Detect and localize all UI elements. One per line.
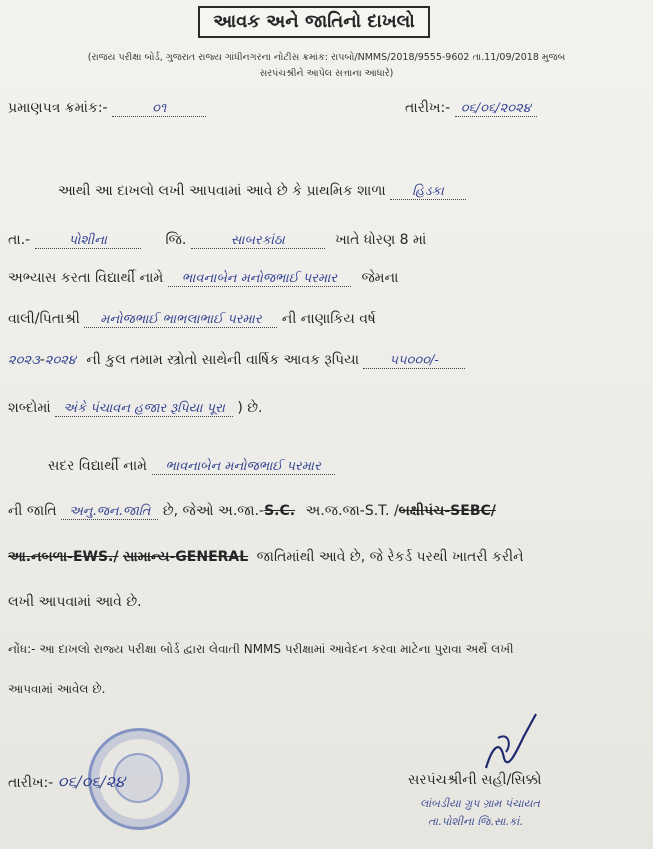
signature-scribble	[478, 708, 544, 780]
caste-mid: છે, જેઓ અ.જા.-	[162, 503, 265, 519]
caste-label: ની જાતિ	[8, 503, 57, 519]
para1-line3	[8, 270, 398, 286]
cert-no-label: પ્રમાણપત્ર ક્રમાંક:-	[8, 100, 108, 116]
stamp-location: તા.પોશીના જિ.સા.કાં.	[428, 815, 523, 828]
para2-line4	[8, 594, 142, 610]
footer-date-value: ૦૬/૦૬/૨૪	[57, 772, 125, 791]
income-words: અંકે પંચાવન હજાર રૂપિયા પૂરા	[55, 401, 233, 417]
line8-text: લખી આપવામાં આવે છે.	[8, 594, 142, 610]
para2-line2	[8, 503, 496, 519]
para2-line3	[8, 549, 524, 565]
sebc-option: બક્ષીપંચ-SEBC/	[398, 503, 496, 519]
note-line1: નોંધ:- આ દાખલો રાજ્ય પરીક્ષા બોર્ડ દ્વારા લેવાતી NMMS પરીક્ષામાં આવેદન કરવા માટેના પુરાવા અર્થે લખી	[8, 642, 514, 656]
year-to: ૨૦૨૪	[44, 353, 76, 368]
document-title: આવક અને જાતિનો દાખલો	[198, 6, 430, 38]
ews-option: આ.નબળા-EWS./	[8, 549, 119, 565]
date-value: ૦૬/૦૬/૨૦૨૪	[455, 101, 537, 117]
year-from: ૨૦૨૩	[8, 353, 40, 368]
student-name: ભાવનાબેન મનોજભાઈ પરમાર	[168, 271, 351, 287]
para1-line2	[8, 232, 426, 248]
subtitle-authority: સરપંચશ્રીને આપેલ સત્તાના આધારે)	[259, 68, 394, 79]
school-name: હિડકા	[390, 184, 466, 200]
fy-text: ની નાણાકિય વર્ષ	[281, 311, 376, 327]
para2-line1	[48, 458, 335, 474]
words-end: ) છે.	[237, 400, 263, 416]
certificate-date-row	[405, 100, 537, 116]
footer-date-row	[8, 772, 125, 792]
note-line2: આપવામાં આવેલ છે.	[8, 682, 106, 696]
whose-text: જેમના	[361, 270, 399, 286]
signatory-label: સરપંચશ્રીની સહી/સિક્કો	[408, 772, 542, 788]
date-label: તારીખ:-	[405, 100, 451, 116]
study-text: અભ્યાસ કરતા વિદ્યાર્થી નામે	[8, 270, 164, 286]
caste-value: અનુ.જન.જાતિ	[61, 504, 158, 520]
para2-text: સદર વિદ્યાર્થી નામે	[48, 458, 148, 474]
para1-line6	[8, 400, 263, 416]
sc-option: S.C.	[264, 503, 296, 519]
para1-line5: ૨૦૨૩-૨૦૨૪ ની કુલ તમામ સ્ત્રોતો સાથેની વાર્ષિક આવક રૂપિયા ૫૫૦૦૦/-	[8, 352, 465, 368]
st-option: અ.જ.જા-S.T. /	[305, 503, 399, 519]
guardian-label: વાલી/પિતાશ્રી	[8, 311, 80, 327]
stamp-panchayat-name: લાંબડીયા ગ્રુપ ગ્રામ પંચાયત	[420, 797, 540, 810]
subtitle-reference: (રાજય પરીક્ષા બોર્ડ, ગુજરાત રાજ્ય ગાંધીનગરના નોટીસ ક્રમાંક: રાપબો/NMMS/2018/9555-9602 તા.11/09/2018 મુજબ	[87, 52, 566, 63]
district-label: જિ.	[165, 232, 187, 248]
district-value: સાબરકાંઠા	[191, 233, 325, 249]
student-name-2: ભાવનાબેન મનોજભાઈ પરમાર	[152, 459, 335, 475]
line7-end: જાતિમાંથી આવે છે, જે રેકર્ડ પરથી ખાતરી કરીને	[256, 549, 524, 565]
words-label: શબ્દોમાં	[8, 400, 51, 416]
cert-no-value: ૦૧	[112, 101, 206, 117]
income-text: ની કુલ તમામ સ્ત્રોતો સાથેની વાર્ષિક આવક રૂપિયા	[86, 352, 360, 368]
para1-line1	[58, 183, 466, 199]
income-value: ૫૫૦૦૦/-	[363, 353, 464, 369]
footer-date-label: તારીખ:-	[8, 775, 54, 791]
general-option: સામાન્ય-GENERAL	[122, 549, 249, 565]
certificate-number-row	[8, 100, 206, 116]
para1-text: આથી આ દાખલો લખી આપવામાં આવે છે કે પ્રાથમિક શાળા	[58, 183, 386, 199]
para1-line4	[8, 311, 376, 327]
standard-text: ખાતે ધોરણ 8 માં	[335, 232, 427, 248]
taluka-label: તા.-	[8, 232, 31, 248]
taluka-value: પોશીના	[35, 233, 141, 249]
guardian-name: મનોજભાઈ ભાભલાભાઈ પરમાર	[84, 312, 277, 328]
